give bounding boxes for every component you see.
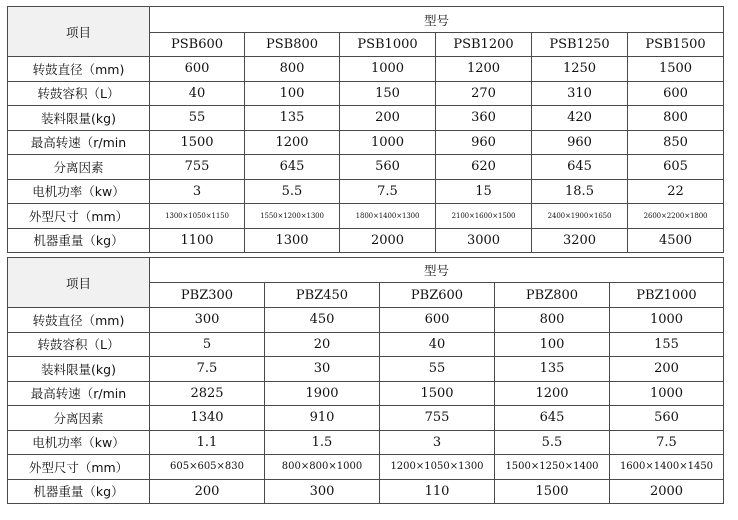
cell-value: 645: [495, 406, 610, 431]
model-group-label: 型号: [150, 258, 724, 283]
cell-value: 600: [150, 57, 245, 82]
cell-value: 1200×1050×1300: [380, 455, 495, 480]
header-row: [8, 258, 724, 283]
cell-value: 4500: [628, 228, 724, 253]
cell-value: 110: [380, 479, 495, 504]
table-row: [8, 57, 724, 82]
cell-value: 5.5: [495, 430, 610, 455]
cell-value: 18.5: [532, 179, 628, 204]
row-label: 分离因素: [8, 155, 150, 180]
row-label: 转鼓容积（L）: [8, 332, 150, 357]
table-row: [8, 204, 724, 229]
row-label: 最高转速（r/min: [8, 130, 150, 155]
cell-value: 420: [532, 106, 628, 131]
cell-value: 200: [150, 479, 265, 504]
cell-value: 1550×1200×1300: [245, 204, 340, 229]
cell-value: 2825: [150, 381, 265, 406]
row-label: 分离因素: [8, 406, 150, 431]
spec-table-psb: [7, 6, 724, 253]
table-row: [8, 130, 724, 155]
cell-value: 15: [436, 179, 532, 204]
cell-value: 1300×1050×1150: [150, 204, 245, 229]
cell-value: 3: [380, 430, 495, 455]
model-name: PSB1200: [436, 33, 532, 57]
model-name: PSB600: [150, 33, 245, 57]
row-label: 转鼓容积（L）: [8, 81, 150, 106]
model-name: PBZ450: [265, 283, 380, 308]
cell-value: 55: [380, 357, 495, 382]
row-label: 电机功率（kw）: [8, 179, 150, 204]
cell-value: 100: [245, 81, 340, 106]
table-row: [8, 106, 724, 131]
model-name: PBZ300: [150, 283, 265, 308]
spec-table-pbz: [7, 257, 724, 504]
cell-value: 1200: [436, 57, 532, 82]
cell-value: 3200: [532, 228, 628, 253]
cell-value: 560: [340, 155, 436, 180]
cell-value: 270: [436, 81, 532, 106]
cell-value: 1500: [628, 57, 724, 82]
table-row: [8, 455, 724, 480]
cell-value: 155: [610, 332, 724, 357]
cell-value: 20: [265, 332, 380, 357]
table-row: [8, 228, 724, 253]
header-row: [8, 7, 724, 33]
cell-value: 200: [610, 357, 724, 382]
corner-label: 项目: [8, 7, 150, 57]
cell-value: 1200: [245, 130, 340, 155]
corner-label: 项目: [8, 258, 150, 308]
model-group-label: 型号: [150, 7, 724, 33]
cell-value: 360: [436, 106, 532, 131]
cell-value: 22: [628, 179, 724, 204]
table-row: [8, 332, 724, 357]
cell-value: 755: [380, 406, 495, 431]
cell-value: 1000: [340, 130, 436, 155]
cell-value: 40: [150, 81, 245, 106]
cell-value: 200: [340, 106, 436, 131]
table-row: [8, 479, 724, 504]
model-name: PBZ600: [380, 283, 495, 308]
row-label: 装料限量(kg): [8, 106, 150, 131]
table-row: [8, 357, 724, 382]
cell-value: 800: [495, 308, 610, 333]
cell-value: 800: [628, 106, 724, 131]
cell-value: 150: [340, 81, 436, 106]
cell-value: 2100×1600×1500: [436, 204, 532, 229]
row-label: 外型尺寸（mm）: [8, 455, 150, 480]
cell-value: 135: [495, 357, 610, 382]
cell-value: 800×800×1000: [265, 455, 380, 480]
cell-value: 300: [150, 308, 265, 333]
cell-value: 645: [532, 155, 628, 180]
cell-value: 1000: [610, 381, 724, 406]
cell-value: 960: [532, 130, 628, 155]
cell-value: 2000: [610, 479, 724, 504]
cell-value: 1000: [340, 57, 436, 82]
cell-value: 7.5: [340, 179, 436, 204]
cell-value: 2000: [340, 228, 436, 253]
cell-value: 30: [265, 357, 380, 382]
model-name: PSB800: [245, 33, 340, 57]
cell-value: 1500: [495, 479, 610, 504]
cell-value: 1340: [150, 406, 265, 431]
table-row: [8, 179, 724, 204]
row-label: 机器重量（kg）: [8, 479, 150, 504]
row-label: 机器重量（kg）: [8, 228, 150, 253]
cell-value: 1100: [150, 228, 245, 253]
cell-value: 605: [628, 155, 724, 180]
cell-value: 1200: [495, 381, 610, 406]
cell-value: 1600×1400×1450: [610, 455, 724, 480]
cell-value: 600: [380, 308, 495, 333]
row-label: 外型尺寸（mm）: [8, 204, 150, 229]
cell-value: 2400×1900×1650: [532, 204, 628, 229]
cell-value: 2600×2200×1800: [628, 204, 724, 229]
cell-value: 620: [436, 155, 532, 180]
row-label: 转鼓直径（mm): [8, 308, 150, 333]
cell-value: 40: [380, 332, 495, 357]
cell-value: 960: [436, 130, 532, 155]
cell-value: 1500: [150, 130, 245, 155]
cell-value: 450: [265, 308, 380, 333]
cell-value: 7.5: [150, 357, 265, 382]
cell-value: 1500×1250×1400: [495, 455, 610, 480]
row-label: 电机功率（kw）: [8, 430, 150, 455]
row-label: 装料限量(kg): [8, 357, 150, 382]
cell-value: 300: [265, 479, 380, 504]
row-label: 转鼓直径（mm): [8, 57, 150, 82]
cell-value: 600: [628, 81, 724, 106]
model-name: PSB1500: [628, 33, 724, 57]
cell-value: 5: [150, 332, 265, 357]
table-row: [8, 155, 724, 180]
model-name: PSB1250: [532, 33, 628, 57]
cell-value: 100: [495, 332, 610, 357]
model-name: PBZ1000: [610, 283, 724, 308]
cell-value: 800: [245, 57, 340, 82]
cell-value: 1000: [610, 308, 724, 333]
cell-value: 1900: [265, 381, 380, 406]
cell-value: 560: [610, 406, 724, 431]
cell-value: 1300: [245, 228, 340, 253]
cell-value: 135: [245, 106, 340, 131]
cell-value: 910: [265, 406, 380, 431]
cell-value: 310: [532, 81, 628, 106]
cell-value: 850: [628, 130, 724, 155]
table-row: [8, 430, 724, 455]
table-row: [8, 406, 724, 431]
cell-value: 3: [150, 179, 245, 204]
cell-value: 645: [245, 155, 340, 180]
cell-value: 755: [150, 155, 245, 180]
cell-value: 1800×1400×1300: [340, 204, 436, 229]
row-label: 最高转速（r/min: [8, 381, 150, 406]
cell-value: 55: [150, 106, 245, 131]
cell-value: 1500: [380, 381, 495, 406]
cell-value: 1250: [532, 57, 628, 82]
cell-value: 605×605×830: [150, 455, 265, 480]
cell-value: 1.5: [265, 430, 380, 455]
cell-value: 7.5: [610, 430, 724, 455]
table-row: [8, 81, 724, 106]
cell-value: 1.1: [150, 430, 265, 455]
model-name: PSB1000: [340, 33, 436, 57]
table-row: [8, 308, 724, 333]
cell-value: 5.5: [245, 179, 340, 204]
cell-value: 3000: [436, 228, 532, 253]
model-name: PBZ800: [495, 283, 610, 308]
table-row: [8, 381, 724, 406]
